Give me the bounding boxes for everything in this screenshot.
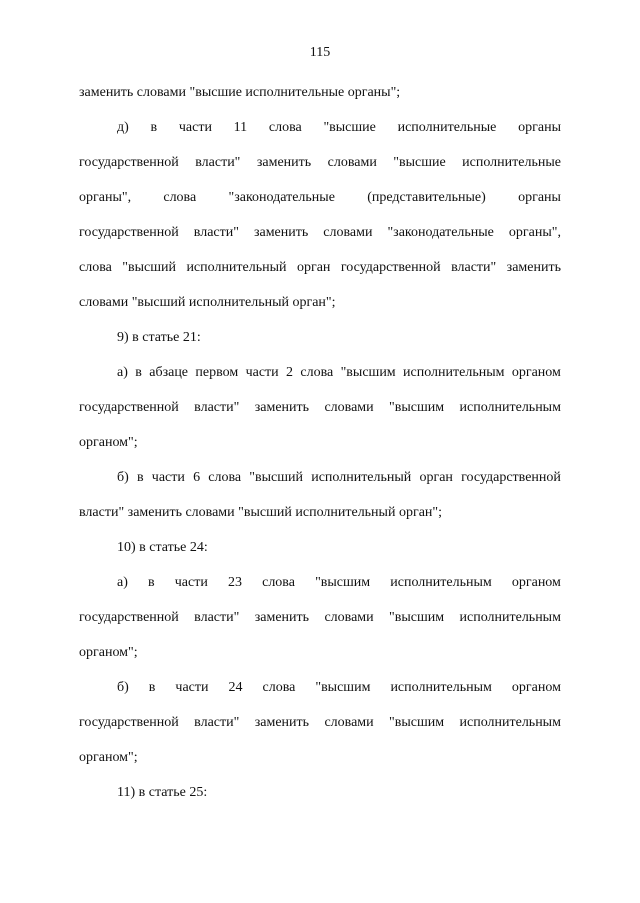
word: в: [135, 365, 142, 380]
word: власти": [194, 715, 240, 730]
text-line: [117, 469, 561, 487]
word: органы",: [79, 190, 132, 205]
word: части: [174, 575, 208, 590]
word: слова: [163, 190, 197, 205]
word: первом: [195, 365, 239, 380]
word: власти": [451, 260, 497, 275]
text-line: [117, 574, 561, 592]
word: в: [150, 120, 158, 135]
word: исполнительным: [390, 575, 492, 590]
word: заменить: [254, 610, 310, 625]
word: 23: [227, 575, 242, 590]
word: слова: [208, 470, 242, 485]
word: исполнительные: [462, 155, 561, 170]
word: 2: [286, 365, 294, 380]
word: в: [148, 575, 155, 590]
word: б): [117, 470, 129, 485]
word: "высшие: [323, 120, 376, 135]
word: органом: [511, 575, 561, 590]
word: слова: [262, 575, 295, 590]
word: "высшие: [393, 155, 446, 170]
word: словами: [327, 155, 377, 170]
text-line: [117, 679, 561, 697]
word: "законодательные: [228, 190, 335, 205]
word: 24: [228, 680, 243, 695]
page-number: 115: [309, 45, 331, 60]
word: слова: [300, 365, 334, 380]
word: органом: [511, 680, 561, 695]
text-line: 10) в статье 24:: [117, 540, 208, 555]
word: (представительные): [367, 190, 486, 205]
word: 11: [233, 120, 248, 135]
word: исполнительный: [186, 260, 287, 275]
word: государственной: [79, 400, 179, 415]
word: власти": [193, 225, 239, 240]
text-line: органом";: [79, 750, 138, 765]
text-line: [117, 119, 561, 137]
word: заменить: [253, 225, 309, 240]
word: органы: [518, 190, 561, 205]
word: государственной: [79, 610, 179, 625]
word: заменить: [506, 260, 561, 275]
text-line: власти" заменить словами "высший исполнительный орган";: [79, 505, 443, 520]
text-line: [79, 714, 561, 732]
word: "высшим: [315, 575, 371, 590]
word: органы",: [508, 225, 561, 240]
word: власти": [195, 155, 241, 170]
word: а): [117, 575, 128, 590]
word: "высшим: [389, 715, 445, 730]
word: исполнительным: [390, 680, 492, 695]
word: заменить: [254, 400, 310, 415]
word: "высший: [122, 260, 176, 275]
text-line: органом";: [79, 435, 138, 450]
word: власти": [194, 610, 240, 625]
word: "высший: [249, 470, 304, 485]
word: в: [136, 470, 144, 485]
word: слова: [262, 680, 296, 695]
word: государственной: [340, 260, 441, 275]
word: слова: [79, 260, 112, 275]
word: исполнительные: [397, 120, 497, 135]
text-line: 9) в статье 21:: [117, 330, 201, 345]
word: исполнительным: [459, 400, 561, 415]
word: словами: [324, 610, 374, 625]
text-line: [79, 154, 561, 172]
word: заменить: [256, 155, 312, 170]
word: части: [245, 365, 279, 380]
word: д): [117, 120, 129, 135]
word: органы: [518, 120, 561, 135]
word: словами: [324, 400, 374, 415]
word: исполнительным: [403, 365, 505, 380]
word: словами: [324, 715, 374, 730]
word: орган: [296, 260, 331, 275]
word: "высшим: [389, 400, 445, 415]
word: а): [117, 365, 128, 380]
word: словами: [323, 225, 373, 240]
word: органом: [511, 365, 561, 380]
word: исполнительным: [459, 715, 561, 730]
word: в: [148, 680, 156, 695]
word: заменить: [254, 715, 310, 730]
word: "высшим: [340, 365, 396, 380]
word: государственной: [79, 225, 179, 240]
word: орган: [419, 470, 453, 485]
text-line: [79, 609, 561, 627]
text-line: заменить словами "высшие исполнительные органы";: [79, 85, 401, 100]
word: б): [117, 680, 129, 695]
word: государственной: [461, 470, 561, 485]
text-line: органом";: [79, 645, 138, 660]
word: "высшим: [389, 610, 445, 625]
word: абзаце: [149, 365, 189, 380]
text-line: [79, 224, 561, 242]
word: государственной: [79, 155, 179, 170]
word: "законодательные: [387, 225, 494, 240]
text-line: словами "высший исполнительный орган";: [79, 295, 336, 310]
text-line: [117, 364, 561, 382]
word: исполнительный: [311, 470, 412, 485]
text-line: [79, 399, 561, 417]
text-line: [79, 259, 561, 277]
word: части: [175, 680, 209, 695]
word: 6: [193, 470, 201, 485]
word: "высшим: [315, 680, 371, 695]
word: части: [151, 470, 185, 485]
word: исполнительным: [459, 610, 561, 625]
word: слова: [268, 120, 302, 135]
word: части: [178, 120, 212, 135]
text-line: [79, 189, 561, 207]
word: власти": [194, 400, 240, 415]
word: государственной: [79, 715, 179, 730]
text-line: 11) в статье 25:: [117, 785, 208, 800]
